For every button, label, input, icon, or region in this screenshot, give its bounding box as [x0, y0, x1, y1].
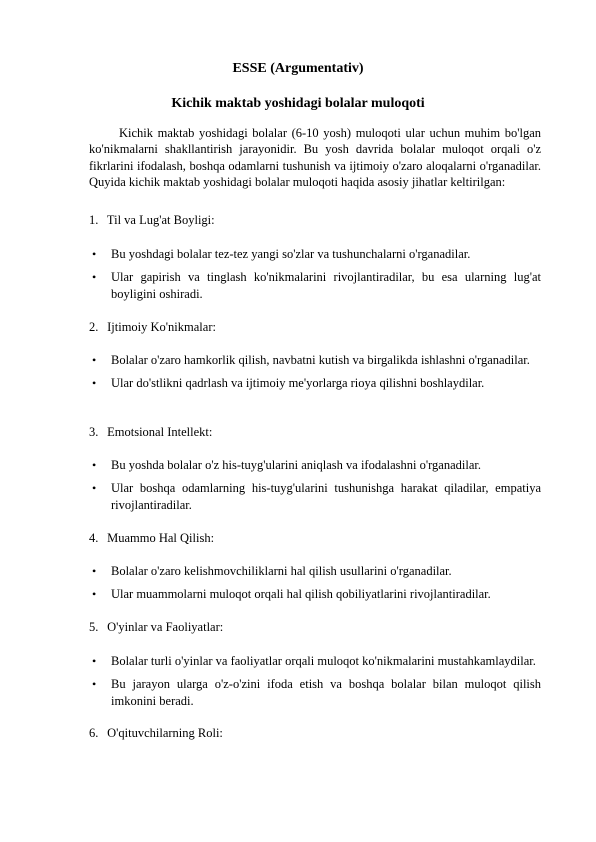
bullet-list-2: [89, 352, 541, 399]
list-item: [89, 375, 541, 391]
bullet-icon: •: [92, 270, 97, 285]
list-item-text: Ular boshqa odamlarning his-tuyg'ularini tushunishga harakat qiladilar, empatiya rivojlantiradilar.: [111, 481, 541, 512]
bullet-icon: •: [92, 458, 97, 472]
section-heading-5: [89, 619, 223, 635]
bullet-icon: •: [92, 587, 97, 602]
section-number: 5.: [89, 620, 99, 634]
list-item-text: Bu yoshdagi bolalar tez-tez yangi so'zlar va tushunchalarni o'rganadilar.: [111, 247, 471, 261]
list-item: [89, 586, 541, 602]
section-heading-label: Ijtimoiy Ko'nikmalar:: [107, 320, 216, 334]
document-subtitle: Kichik maktab yoshidagi bolalar muloqoti: [171, 96, 425, 111]
bullet-list-3: [89, 457, 541, 520]
list-item: [89, 563, 541, 579]
list-item-text: Bu jarayon ularga o'z-o'zini ifoda etish va boshqa bolalar bilan muloqot qilish imkonini beradi.: [111, 677, 541, 708]
section-number: 4.: [89, 531, 99, 545]
bullet-icon: •: [92, 376, 97, 391]
list-item-text: Ular gapirish va tinglash ko'nikmalarini rivojlantiradilar, bu esa ularning lug'at boyligini oshiradi.: [111, 270, 541, 301]
list-item: [89, 480, 541, 513]
section-heading-3: [89, 424, 212, 440]
bullet-icon: •: [92, 481, 97, 496]
bullet-icon: •: [92, 677, 97, 692]
document-title: ESSE (Argumentativ): [232, 61, 364, 76]
list-item-text: Ular muammolarni muloqot orqali hal qilish qobiliyatlarini rivojlantiradilar.: [111, 587, 491, 602]
section-heading-6: [89, 725, 223, 741]
section-number: 3.: [89, 425, 99, 439]
section-heading-label: Muammo Hal Qilish:: [107, 531, 215, 545]
section-heading-label: O'yinlar va Faoliyatlar:: [107, 620, 224, 634]
bullet-list-1: [89, 246, 541, 309]
list-item-text: Bolalar o'zaro hamkorlik qilish, navbatni kutish va birgalikda ishlashni o'rganadilar.: [111, 353, 530, 367]
section-number: 2.: [89, 320, 99, 334]
section-heading-2: [89, 319, 216, 335]
list-item: [89, 653, 541, 669]
section-number: 1.: [89, 213, 99, 227]
intro-paragraph: Kichik maktab yoshidagi bolalar (6-10 yosh) muloqoti ular uchun muhim bo'lgan ko'nikmalarni shakllantirish jarayonidir. Bu yosh davrida bolalar muloqot orqali o'z fikrlarini ifodalash, boshqa odamlarni tushunish va ijtimoiy o'zaro aloqalarni o'rganadilar. Quyida kichik maktab yoshidagi bolalar muloqoti haqida asosiy jihatlar keltirilgan:: [89, 126, 541, 190]
bullet-list-4: [89, 563, 541, 610]
section-heading-label: Emotsional Intellekt:: [107, 425, 213, 439]
section-heading-1: [89, 212, 215, 228]
list-item: [89, 246, 541, 262]
section-number: 6.: [89, 726, 99, 740]
section-heading-label: Til va Lug'at Boyligi:: [106, 213, 215, 227]
list-item-text: Ular do'stlikni qadrlash va ijtimoiy me'yorlarga rioya qilishni boshlaydilar.: [111, 376, 485, 391]
list-item: [89, 676, 541, 709]
bullet-list-5: [89, 653, 541, 716]
bullet-icon: •: [92, 564, 97, 578]
list-item-text: Bu yoshda bolalar o'z his-tuyg'ularini aniqlash va ifodalashni o'rganadilar.: [111, 458, 481, 472]
section-heading-label: O'qituvchilarning Roli:: [107, 726, 223, 740]
list-item-text: Bolalar o'zaro kelishmovchiliklarni hal qilish usullarini o'rganadilar.: [111, 564, 452, 578]
list-item-text: Bolalar turli o'yinlar va faoliyatlar orqali muloqot ko'nikmalarini mustahkamlaydilar.: [111, 654, 536, 668]
list-item: [89, 269, 541, 302]
section-heading-4: [89, 530, 214, 546]
bullet-icon: •: [92, 654, 97, 668]
bullet-icon: •: [92, 353, 97, 367]
list-item: [89, 352, 541, 368]
list-item: [89, 457, 541, 473]
bullet-icon: •: [92, 247, 97, 261]
